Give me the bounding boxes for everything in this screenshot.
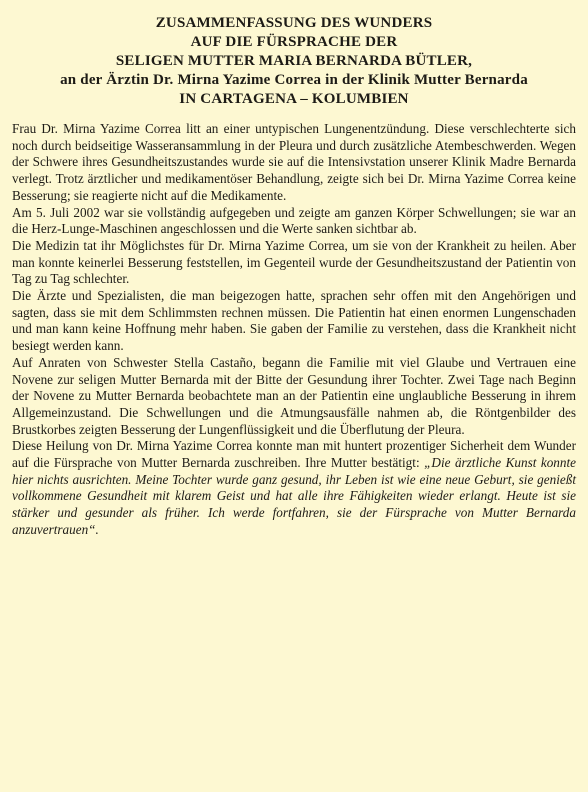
heading-line-4: an der Ärztin Dr. Mirna Yazime Correa in der Klinik Mutter Bernarda (60, 72, 528, 88)
document-body (12, 121, 576, 539)
heading-line-2: AUF DIE FÜRSPRACHE DER (190, 34, 398, 50)
heading-line-5: IN CARTAGENA – KOLUMBIEN (179, 91, 409, 107)
mother-quote: „Die ärztliche Kunst konnte hier nichts ausrichten. Meine Tochter wurde ganz gesund, ihr Leben ist wie eine neue Geburt, sie genießt vollkommene Gesundheit mit klarem Geist und hat alle ihre Fähigkeiten wieder erlangt. Heute ist sie stärker und gesunder als früher. Ich werde fortfahren, sie der Fürsprache von Mutter Bernarda anzuvertrauen“. (12, 455, 576, 537)
heading-line-3: SELIGEN MUTTER MARIA BERNARDA BÜTLER, (115, 53, 473, 69)
paragraph-4: Die Ärzte und Spezialisten, die man beigezogen hatte, sprachen sehr offen mit den Angehörigen und sagten, dass sie mit dem Schlimmsten rechnen müssen. Die Patientin hat einen enormen Lungenschaden und man kann keine Hoffnung mehr haben. Sie gaben der Familie zu verstehen, dass die Krankheit nicht besiegt werden kann. (12, 288, 576, 354)
paragraph-2: Am 5. Juli 2002 war sie vollständig aufgegeben und zeigte am ganzen Körper Schwellungen; sie war an die Herz-Lunge-Maschinen angeschlossen und die Werte sanken sichtbar ab. (12, 204, 576, 237)
paragraph-3: Die Medizin tat ihr Möglichstes für Dr. Mirna Yazime Correa, um sie von der Krankheit zu heilen. Aber man konnte keinerlei Besserung feststellen, im Gegenteil wurde der Gesundheitszustand der Patientin von Tag zu Tag schlechter. (12, 237, 576, 287)
paragraph-6-intro: Diese Heilung von Dr. Mirna Yazime Correa konnte man mit huntert prozentiger Sicherheit dem Wunder auf die Fürsprache von Mutter Bernarda zuschreiben. Ihre Mutter bestätigt: (12, 438, 576, 471)
paragraph-1: Frau Dr. Mirna Yazime Correa litt an einer untypischen Lungenentzündung. Diese verschlechterte sich noch durch beidseitige Wasseransammlung in der Pleura und durch zusätzliche Atembeschwerden. Wegen der Schwere ihres Gesundheitszustandes wurde sie auf die Intensivstation unserer Klinik Madre Bernarda verlegt. Trotz ärztlicher und medikamentöser Behandlung, zeigte sich bei Dr. Mirna Yazime Correa keine Besserung; sie reagierte nicht auf die Medikamente. (12, 121, 576, 203)
document-heading (12, 14, 576, 109)
paragraph-5: Auf Anraten von Schwester Stella Castaño, begann die Familie mit viel Glaube und Vertrauen eine Novene zur seligen Mutter Bernarda mit der Bitte der Gesundung ihrer Tochter. Zwei Tage nach Beginn der Novene zu Mutter Bernarda beobachtete man an der Patientin eine unglaubliche Besserung in ihrem Allgemeinzustand. Die Schwellungen und die Atmungsausfälle nahmen ab, die Röntgenbilder des Brustkorbes zeigten Besserung der Lungenflüssigkeit und die Überflutung der Pleura. (12, 354, 576, 437)
heading-line-1: ZUSAMMENFASSUNG DES WUNDERS (155, 15, 433, 31)
paragraph-6 (12, 438, 576, 538)
